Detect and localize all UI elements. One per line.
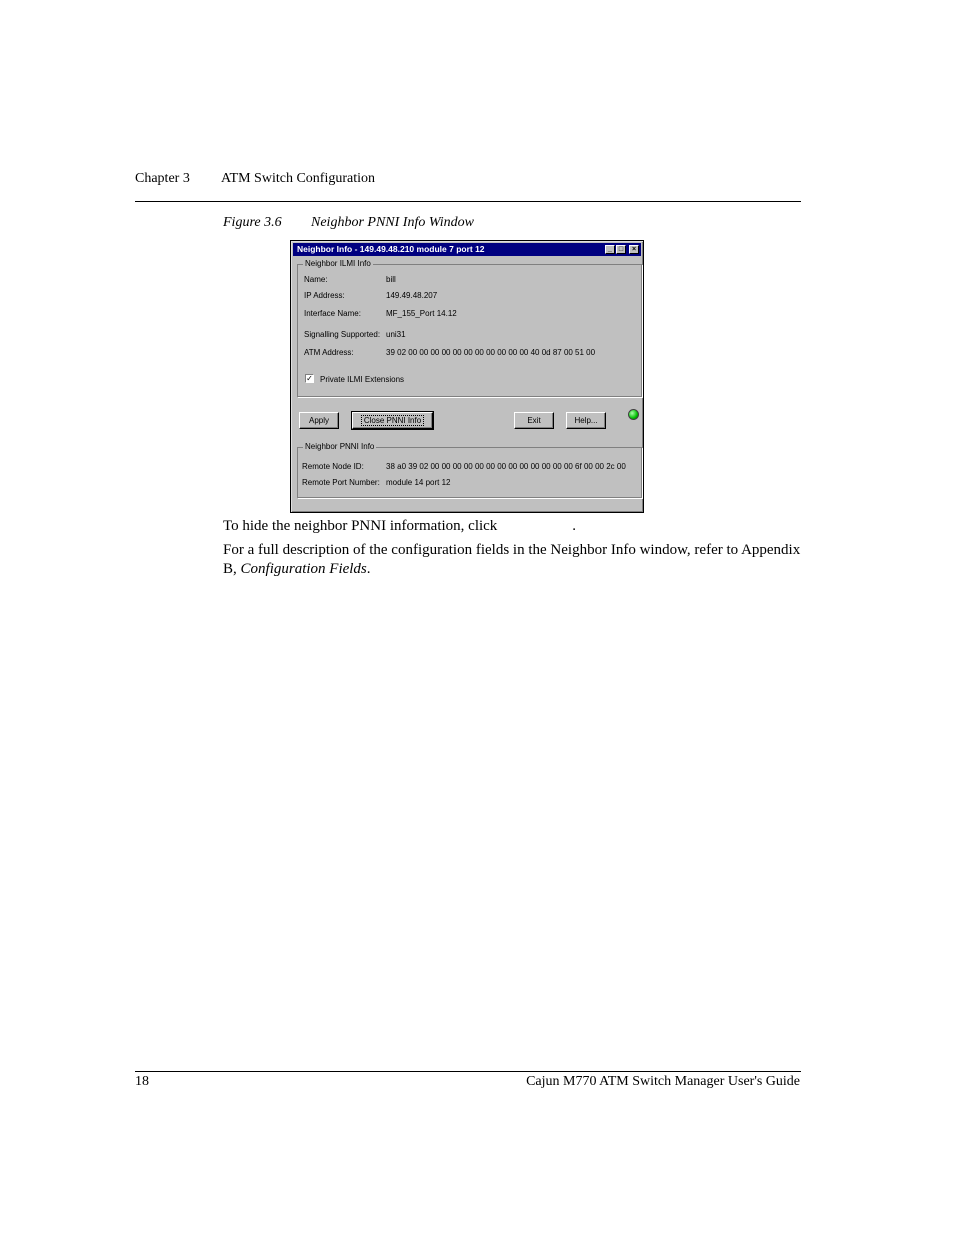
config-fields-text: For a full description of the configuration fields in the Neighbor Info window, refer to Appendix B,	[223, 542, 801, 577]
remote-node-label: Remote Node ID:	[302, 462, 364, 471]
status-led-icon	[628, 409, 639, 420]
pnni-info-group	[297, 442, 642, 498]
apply-button[interactable]: Apply	[299, 412, 339, 429]
name-label: Name:	[304, 275, 328, 284]
document-title: Cajun M770 ATM Switch Manager User's Guide	[526, 1074, 800, 1089]
close-pnni-info-button[interactable]	[352, 412, 433, 429]
exit-button[interactable]: Exit	[514, 412, 554, 429]
figure-number: Figure 3.6	[223, 215, 282, 230]
figure-title: Neighbor PNNI Info Window	[311, 215, 474, 230]
atm-address-label: ATM Address:	[304, 348, 354, 357]
signalling-value: uni31	[386, 330, 406, 339]
maximize-icon[interactable]: □	[616, 245, 626, 254]
page-number: 18	[135, 1074, 149, 1089]
close-icon[interactable]: ×	[629, 245, 639, 254]
neighbor-info-window	[290, 240, 644, 513]
ilmi-info-group	[297, 259, 642, 397]
config-fields-link[interactable]: Configuration Fields	[240, 561, 367, 577]
config-fields-paragraph	[223, 541, 803, 579]
hide-pnni-paragraph: To hide the neighbor PNNI information, click .	[223, 518, 577, 534]
remote-node-value: 38 a0 39 02 00 00 00 00 00 00 00 00 00 00 00 00 00 6f 00 00 2c 00	[386, 462, 626, 471]
interface-name-label: Interface Name:	[304, 309, 361, 318]
atm-address-value: 39 02 00 00 00 00 00 00 00 00 00 00 00 40 0d 87 00 51 00	[386, 348, 596, 357]
private-ilmi-label: Private ILMI Extensions	[320, 375, 405, 384]
remote-port-value: module 14 port 12	[386, 478, 451, 487]
pnni-group-title: Neighbor PNNI Info	[305, 442, 375, 451]
footer-rule	[135, 1071, 801, 1072]
minimize-icon[interactable]: _	[605, 245, 615, 254]
ilmi-group-title: Neighbor ILMI Info	[305, 259, 371, 268]
header-rule	[135, 201, 801, 202]
ip-address-label: IP Address:	[304, 291, 345, 300]
ip-address-value: 149.49.48.207	[386, 291, 438, 300]
name-value: bill	[386, 275, 396, 284]
private-ilmi-checkbox[interactable]: ✓	[306, 374, 313, 383]
window-title: Neighbor Info - 149.49.48.210 module 7 port 12	[297, 244, 485, 254]
help-button[interactable]: Help...	[566, 412, 606, 429]
close-pnni-info-label: Close PNNI Info	[361, 415, 424, 426]
config-fields-end: .	[366, 561, 371, 577]
section-title: ATM Switch Configuration	[221, 171, 375, 186]
chapter-label: Chapter 3	[135, 171, 190, 186]
interface-name-value: MF_155_Port 14.12	[386, 309, 457, 318]
window-titlebar	[293, 243, 641, 256]
signalling-label: Signalling Supported:	[304, 330, 381, 339]
remote-port-label: Remote Port Number:	[302, 478, 380, 487]
